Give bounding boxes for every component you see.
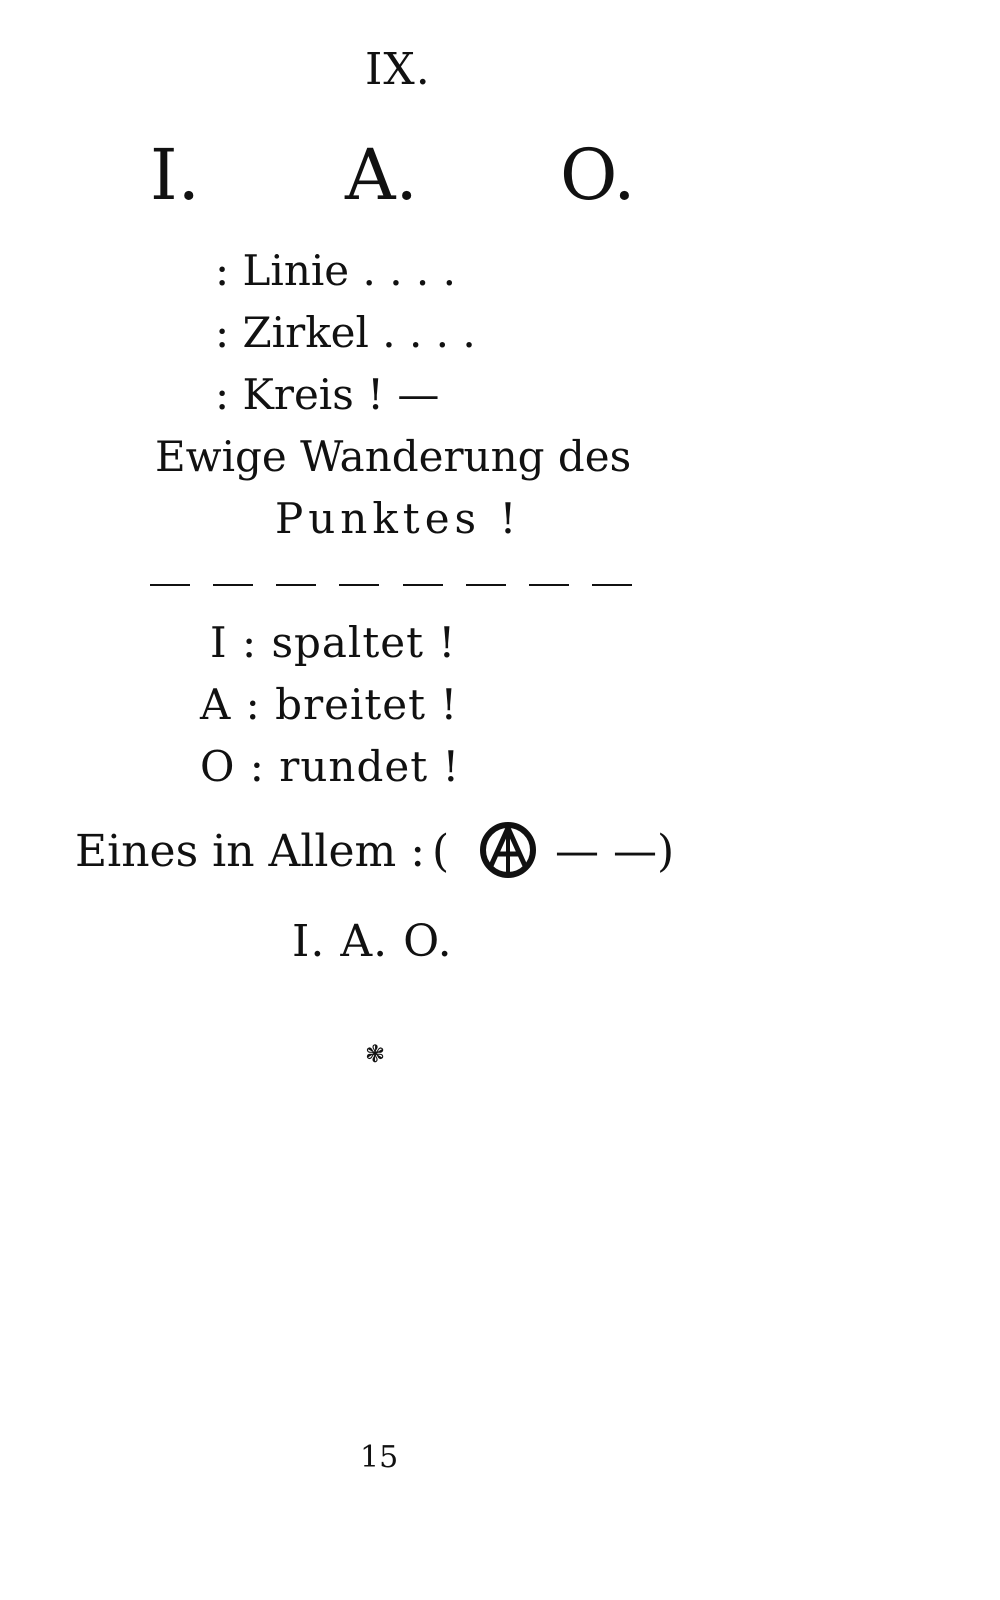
big-letter-i: I. — [150, 134, 200, 216]
divider-dash — [466, 584, 506, 586]
trailing-dashes: — —) — [555, 826, 675, 877]
divider-dash — [276, 584, 316, 586]
divider-dash — [150, 584, 190, 586]
flower-ornament-icon: ❃ — [365, 1040, 386, 1068]
vowel-line-a: A : breitet ! — [200, 680, 459, 729]
big-letter-o: O. — [560, 134, 636, 216]
page-number: 15 — [360, 1440, 399, 1475]
verse-line-linie: : Linie . . . . — [215, 246, 456, 295]
dashed-divider — [150, 584, 632, 588]
closing-iao: I. A. O. — [292, 916, 453, 967]
eines-in-allem-text: Eines in Allem : — [75, 826, 426, 877]
divider-dash — [592, 584, 632, 586]
verse-line-kreis: : Kreis ! — — [215, 370, 440, 419]
big-letter-a: A. — [345, 134, 418, 216]
divider-dash — [529, 584, 569, 586]
open-parenthesis: ( — [432, 826, 450, 877]
verse-line-zirkel: : Zirkel . . . . — [215, 308, 476, 357]
vowel-line-o: O : rundet ! — [200, 742, 461, 791]
verse-line-punktes: Punktes ! — [275, 494, 522, 543]
divider-dash — [339, 584, 379, 586]
vowel-line-i: I : spaltet ! — [210, 618, 457, 667]
section-numeral: IX. — [365, 44, 431, 95]
divider-dash — [213, 584, 253, 586]
circled-a-icon — [478, 820, 538, 880]
verse-line-wanderung: Ewige Wanderung des — [155, 432, 632, 481]
divider-dash — [403, 584, 443, 586]
